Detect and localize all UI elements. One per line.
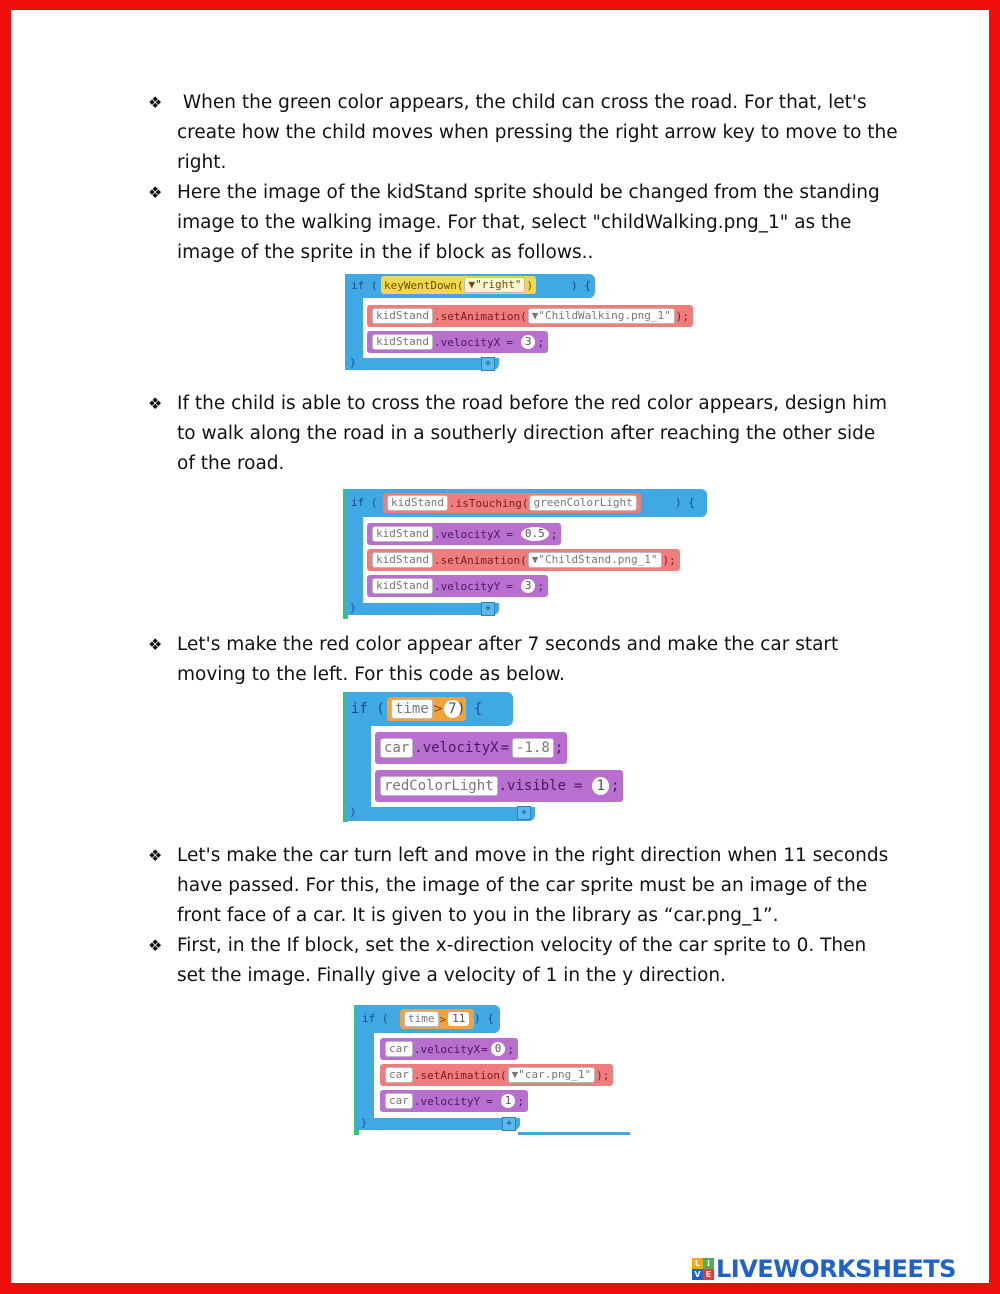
close-brace: } bbox=[361, 1118, 368, 1129]
paragraph-1 bbox=[148, 88, 898, 178]
equals-sign: = bbox=[506, 527, 513, 541]
if-spine bbox=[345, 517, 363, 607]
statement-velocity-x bbox=[367, 331, 548, 353]
sprite-chip: redColorLight bbox=[380, 776, 498, 796]
paragraph-text: Let's make the red color appear after 7 seconds and make the car start moving to the left. For this code as below. bbox=[177, 634, 839, 685]
statement-velocity-x bbox=[367, 523, 561, 545]
paragraph-4 bbox=[148, 630, 898, 690]
code-block-1 bbox=[343, 274, 743, 372]
add-plus-icon[interactable]: + bbox=[502, 1117, 516, 1131]
animation-arg: ▼"car.png_1" bbox=[508, 1067, 595, 1083]
paragraph-text: If the child is able to cross the road before the red color appears, design him to walk along the road in a southerly direction after reaching the other side of the road. bbox=[177, 393, 888, 474]
sprite-chip: kidStand bbox=[372, 552, 433, 568]
value-chip: 0 bbox=[491, 1042, 506, 1056]
semicolon: ; bbox=[507, 1042, 514, 1056]
add-plus-icon[interactable]: + bbox=[481, 602, 495, 616]
bullet-icon: ❖ bbox=[148, 846, 163, 865]
sprite-chip: kidStand bbox=[372, 578, 433, 594]
logo-mark-icon bbox=[692, 1258, 714, 1280]
code-block-3 bbox=[343, 692, 663, 822]
paragraph-5 bbox=[148, 841, 898, 931]
sprite-arg: greenColorLight bbox=[529, 495, 636, 511]
if-header bbox=[345, 274, 595, 298]
equals-sign: = bbox=[500, 740, 510, 756]
footer-tail bbox=[518, 1132, 630, 1135]
equals-sign: = bbox=[506, 335, 513, 349]
statement-velocity-y bbox=[367, 575, 548, 597]
semicolon: ; bbox=[610, 778, 620, 794]
value-chip: 3 bbox=[521, 335, 536, 349]
condition-block bbox=[383, 493, 641, 513]
paragraph-6 bbox=[148, 931, 898, 991]
equals-sign: = bbox=[481, 1042, 488, 1056]
statement-visible bbox=[375, 770, 623, 802]
if-header bbox=[345, 489, 707, 517]
close-paren: ); bbox=[662, 553, 676, 567]
condition-arg: ▼"right" bbox=[464, 277, 525, 293]
paragraph-text: When the green color appears, the child can cross the road. For that, let's create how the child moves when pressing the right arrow key to move to the right. bbox=[177, 92, 898, 173]
statement-set-animation bbox=[380, 1064, 613, 1086]
semicolon: ; bbox=[517, 1094, 524, 1108]
bullet-icon: ❖ bbox=[148, 394, 163, 413]
logo-letter: L bbox=[692, 1258, 703, 1269]
sprite-chip: kidStand bbox=[372, 526, 433, 542]
sprite-chip: car bbox=[385, 1041, 413, 1057]
logo-letter: E bbox=[703, 1269, 714, 1280]
if-keyword: if ( bbox=[362, 1012, 389, 1025]
sprite-chip: kidStand bbox=[387, 495, 448, 511]
value-chip: 3 bbox=[521, 579, 536, 593]
statement-set-animation bbox=[367, 305, 693, 327]
value-chip: 11 bbox=[448, 1012, 469, 1026]
statement-velocity-x bbox=[375, 732, 567, 764]
open-brace: ) { bbox=[675, 496, 695, 509]
property-label: .velocityX bbox=[433, 335, 501, 349]
if-footer bbox=[345, 358, 499, 370]
logo-text: LIVEWORKSHEETS bbox=[716, 1255, 956, 1283]
method-label: .setAnimation( bbox=[433, 309, 527, 323]
value-chip: 1 bbox=[501, 1094, 516, 1108]
if-spine bbox=[356, 1033, 374, 1123]
variable-chip: time bbox=[391, 699, 433, 719]
bullet-icon: ❖ bbox=[148, 635, 163, 654]
statement-velocity-y bbox=[380, 1090, 528, 1112]
close-brace: } bbox=[350, 807, 357, 818]
logo-letter: I bbox=[703, 1258, 714, 1269]
liveworksheets-logo bbox=[692, 1254, 956, 1284]
close-brace: } bbox=[350, 603, 357, 614]
property-label: .velocityY bbox=[433, 579, 501, 593]
paragraph-text: First, in the If block, set the x-direction velocity of the car sprite to 0. Then set the image. Finally give a velocity of 1 in the y direction. bbox=[177, 935, 867, 986]
semicolon: ; bbox=[537, 579, 545, 593]
statement-velocity-x bbox=[380, 1038, 518, 1060]
property-label: .visible bbox=[498, 778, 567, 794]
if-keyword: if ( bbox=[351, 279, 378, 292]
sprite-chip: car bbox=[385, 1093, 413, 1109]
variable-chip: time bbox=[404, 1011, 439, 1027]
code-block-2 bbox=[343, 489, 743, 619]
semicolon: ; bbox=[537, 335, 545, 349]
animation-arg: ▼"ChildStand.png_1" bbox=[528, 552, 662, 568]
if-footer bbox=[356, 1118, 520, 1130]
if-footer bbox=[345, 807, 535, 821]
bullet-icon: ❖ bbox=[148, 936, 163, 955]
method-label: .isTouching( bbox=[448, 496, 529, 510]
paragraph-text: Let's make the car turn left and move in the right direction when 11 seconds have passed. For this, the image of the car sprite must be an image of the front face of a car. It is given to you in the library as “car.png_1”. bbox=[177, 845, 889, 926]
open-brace: ) { bbox=[571, 279, 591, 292]
open-brace: ) { bbox=[474, 1012, 494, 1025]
close-paren: ); bbox=[675, 309, 690, 323]
semicolon: ; bbox=[554, 740, 564, 756]
property-label: .velocityX bbox=[414, 740, 499, 756]
property-label: .velocityX bbox=[433, 527, 501, 541]
condition-func: keyWentDown( bbox=[384, 278, 464, 292]
value-chip: 7 bbox=[444, 700, 460, 718]
equals-sign: = bbox=[506, 579, 513, 593]
close-brace: } bbox=[350, 358, 357, 369]
if-header bbox=[356, 1005, 500, 1033]
sprite-chip: kidStand bbox=[372, 334, 433, 350]
method-label: .setAnimation( bbox=[413, 1068, 507, 1082]
condition-block bbox=[387, 697, 466, 721]
if-footer bbox=[345, 603, 499, 615]
property-label: .velocityX bbox=[413, 1042, 481, 1056]
if-keyword: if ( bbox=[351, 496, 378, 509]
value-chip: 0.5 bbox=[521, 527, 549, 541]
value-chip: -1.8 bbox=[512, 738, 554, 758]
logo-letter: V bbox=[692, 1269, 703, 1280]
paragraph-3 bbox=[148, 389, 898, 479]
add-plus-icon[interactable]: + bbox=[481, 357, 495, 371]
add-plus-icon[interactable]: + bbox=[517, 806, 531, 820]
bullet-icon: ❖ bbox=[148, 93, 163, 112]
value-chip: 1 bbox=[592, 777, 608, 795]
condition-block bbox=[381, 276, 536, 294]
if-keyword: if ( bbox=[351, 701, 385, 717]
condition-close: ) bbox=[526, 278, 534, 292]
bullet-icon: ❖ bbox=[148, 183, 163, 202]
method-label: .setAnimation( bbox=[433, 553, 527, 567]
equals-sign: = bbox=[486, 1094, 493, 1108]
if-spine bbox=[345, 726, 371, 810]
code-block-4 bbox=[354, 1005, 654, 1137]
equals-sign: = bbox=[574, 778, 583, 794]
animation-arg: ▼"ChildWalking.png_1" bbox=[528, 308, 675, 324]
sprite-chip: car bbox=[380, 738, 413, 758]
if-header bbox=[345, 692, 513, 726]
statement-set-animation bbox=[367, 549, 680, 571]
condition-block bbox=[400, 1009, 474, 1029]
property-label: .velocityY bbox=[413, 1094, 481, 1108]
operator-label: > bbox=[439, 1012, 447, 1026]
operator-label: > bbox=[433, 701, 443, 717]
sprite-chip: kidStand bbox=[372, 308, 433, 324]
close-paren: ); bbox=[596, 1068, 610, 1082]
paragraph-text: Here the image of the kidStand sprite should be changed from the standing image to the walking image. For that, select "childWalking.png_1" as the image of the sprite in the if block as follows.. bbox=[177, 182, 880, 263]
paragraph-2 bbox=[148, 178, 898, 268]
sprite-chip: car bbox=[385, 1067, 413, 1083]
if-spine bbox=[345, 298, 363, 360]
open-brace: ) { bbox=[457, 701, 483, 717]
semicolon: ; bbox=[550, 527, 558, 541]
